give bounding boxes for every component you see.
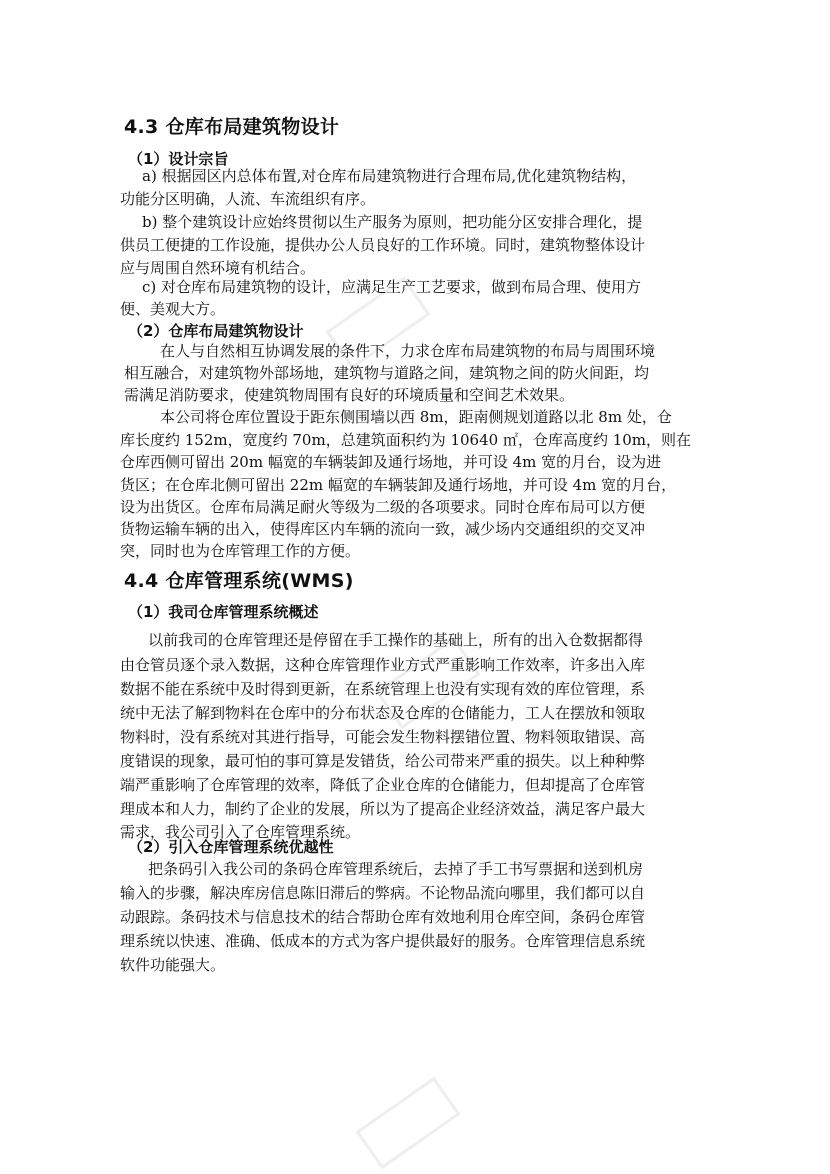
list-item-line: 供员工便捷的工作设施，提供办公人员良好的工作环境。同时，建筑物整体设计: [120, 236, 646, 254]
paragraph-line: 在人与自然相互协调发展的条件下，力求仓库布局建筑物的布局与周围环境: [160, 342, 656, 360]
paragraph-line: 设为出货区。仓库布局满足耐火等级为二级的各项要求。同时仓库布局可以方便: [120, 498, 646, 516]
paragraph-line: 数据不能在系统中及时得到更新，在系统管理上也没有实现有效的库位管理，系: [120, 680, 646, 698]
list-item-line: 应与周围自然环境有机结合。: [120, 259, 316, 277]
list-item-line: c) 对仓库布局建筑物的设计，应满足生产工艺要求，做到布局合理、使用方: [142, 278, 642, 296]
paragraph-line: 需满足消防要求，使建筑物周围有良好的环境质量和空间艺术效果。: [124, 386, 575, 404]
paragraph-line: 以前我司的仓库管理还是停留在手工操作的基础上，所有的出入仓数据都得: [148, 631, 644, 649]
paragraph-line: 突，同时也为仓库管理工作的方便。: [120, 542, 361, 560]
list-item-line: b) 整个建筑设计应始终贯彻以生产服务为原则，把功能分区安排合理化，提: [142, 213, 643, 231]
paragraph-line: 货物运输车辆的出入，使得库区内车辆的流向一致，减少场内交通组织的交叉冲: [120, 520, 646, 538]
paragraph-line: 度错误的现象，最可怕的事可算是发错货，给公司带来严重的损失。以上种种弊: [120, 752, 646, 770]
paragraph-line: 软件功能强大。: [120, 956, 226, 974]
list-item-line: a) 根据园区内总体布置,对仓库布局建筑物进行合理布局,优化建筑物结构，: [142, 167, 637, 185]
paragraph-line: 相互融合，对建筑物外部场地，建筑物与道路之间，建筑物之间的防火间距，均: [124, 364, 650, 382]
subsection-heading: （2）引入仓库管理系统优越性: [128, 838, 334, 856]
subsection-heading: （1）设计宗旨: [128, 150, 229, 168]
paragraph-line: 统中无法了解到物料在仓库中的分布状态及仓库的仓储能力，工人在摆放和领取: [120, 704, 646, 722]
list-item-line: 功能分区明确，人流、车流组织有序。: [120, 190, 376, 208]
paragraph-line: 理系统以快速、准确、低成本的方式为客户提供最好的服务。仓库管理信息系统: [120, 932, 646, 950]
watermark-mark: [355, 1077, 460, 1170]
paragraph-line: 库长度约 152m，宽度约 70m，总建筑面积约为 10640 ㎡，仓库高度约 10m，则在: [120, 431, 692, 449]
section-title-4-4: 4.4 仓库管理系统(WMS): [124, 570, 354, 592]
paragraph-line: 理成本和人力，制约了企业的发展，所以为了提高企业经济效益，满足客户最大: [120, 800, 646, 818]
list-item-line: 便、美观大方。: [120, 300, 226, 318]
paragraph-line: 货区；在仓库北侧可留出 22m 幅宽的车辆装卸及通行场地，并可设 4m 宽的月台，: [120, 476, 677, 494]
paragraph-line: 动跟踪。条码技术与信息技术的结合帮助仓库有效地利用仓库空间，条码仓库管: [120, 908, 646, 926]
paragraph-line: 仓库西侧可留出 20m 幅宽的车辆装卸及通行场地，并可设 4m 宽的月台，设为进: [120, 453, 662, 471]
section-title-4-3: 4.3 仓库布局建筑物设计: [124, 116, 340, 138]
paragraph-line: 输入的步骤，解决库房信息陈旧滞后的弊病。不论物品流向哪里，我们都可以自: [120, 884, 646, 902]
paragraph-line: 需求，我公司引入了仓库管理系统。: [120, 823, 361, 841]
paragraph-line: 本公司将仓库位置设于距东侧围墙以西 8m，距南侧规划道路以北 8m 处，仓: [160, 408, 672, 426]
paragraph-line: 由仓管员逐个录入数据，这种仓库管理作业方式严重影响工作效率，许多出入库: [120, 656, 646, 674]
subsection-heading: （2）仓库布局建筑物设计: [128, 322, 304, 340]
paragraph-line: 端严重影响了仓库管理的效率，降低了企业仓库的仓储能力，但却提高了仓库管: [120, 776, 646, 794]
paragraph-line: 物料时，没有系统对其进行指导，可能会发生物料摆错位置、物料领取错误、高: [120, 728, 646, 746]
paragraph-line: 把条码引入我公司的条码仓库管理系统后，去掉了手工书写票据和送到机房: [148, 860, 644, 878]
subsection-heading: （1）我司仓库管理系统概述: [128, 603, 319, 621]
